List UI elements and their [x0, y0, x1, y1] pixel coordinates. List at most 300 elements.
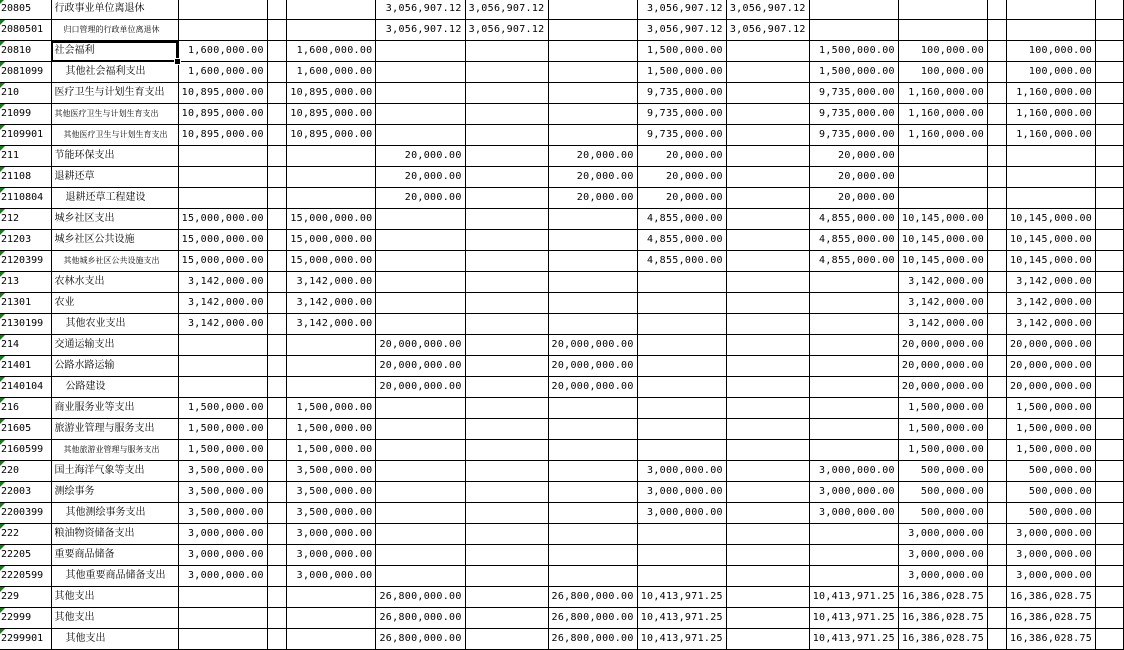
cell-amount[interactable] [178, 335, 267, 356]
cell-amount[interactable] [376, 419, 465, 440]
cell-amount[interactable] [637, 524, 726, 545]
cell-amount[interactable] [178, 377, 267, 398]
cell-amount[interactable]: 20,000.00 [376, 188, 465, 209]
cell-amount[interactable]: 1,160,000.00 [1006, 104, 1095, 125]
cell-amount[interactable] [287, 188, 376, 209]
cell-amount[interactable] [726, 230, 809, 251]
cell-amount[interactable] [1096, 251, 1124, 272]
cell-amount[interactable] [465, 188, 548, 209]
cell-code[interactable]: 22205 [0, 545, 51, 566]
cell-amount[interactable]: 20,000,000.00 [1006, 377, 1095, 398]
cell-amount[interactable] [267, 398, 286, 419]
cell-amount[interactable]: 10,413,971.25 [637, 587, 726, 608]
cell-amount[interactable] [898, 0, 987, 20]
cell-amount[interactable] [465, 461, 548, 482]
cell-amount[interactable]: 500,000.00 [898, 503, 987, 524]
cell-amount[interactable]: 16,386,028.75 [1006, 587, 1095, 608]
cell-code[interactable]: 2110804 [0, 188, 51, 209]
cell-amount[interactable] [465, 251, 548, 272]
cell-amount[interactable] [178, 20, 267, 41]
cell-amount[interactable] [1096, 419, 1124, 440]
cell-amount[interactable]: 10,145,000.00 [898, 230, 987, 251]
cell-code[interactable]: 22999 [0, 608, 51, 629]
cell-amount[interactable]: 1,160,000.00 [898, 83, 987, 104]
cell-amount[interactable] [287, 587, 376, 608]
cell-amount[interactable] [267, 62, 286, 83]
cell-amount[interactable] [287, 335, 376, 356]
cell-amount[interactable] [267, 566, 286, 587]
cell-amount[interactable] [376, 314, 465, 335]
cell-amount[interactable] [809, 377, 898, 398]
cell-amount[interactable] [988, 104, 1007, 125]
cell-amount[interactable]: 26,800,000.00 [376, 587, 465, 608]
cell-amount[interactable]: 10,145,000.00 [1006, 230, 1095, 251]
cell-amount[interactable] [267, 608, 286, 629]
cell-amount[interactable] [637, 377, 726, 398]
cell-amount[interactable]: 1,500,000.00 [637, 41, 726, 62]
cell-amount[interactable]: 3,000,000.00 [637, 461, 726, 482]
cell-amount[interactable] [548, 440, 637, 461]
cell-amount[interactable]: 20,000,000.00 [1006, 335, 1095, 356]
cell-amount[interactable] [267, 335, 286, 356]
cell-code[interactable]: 216 [0, 398, 51, 419]
cell-amount[interactable]: 1,500,000.00 [1006, 440, 1095, 461]
cell-amount[interactable]: 26,800,000.00 [548, 608, 637, 629]
cell-amount[interactable]: 1,500,000.00 [898, 419, 987, 440]
cell-amount[interactable]: 1,600,000.00 [287, 62, 376, 83]
cell-amount[interactable]: 3,000,000.00 [287, 524, 376, 545]
cell-amount[interactable]: 3,142,000.00 [178, 293, 267, 314]
cell-amount[interactable]: 10,413,971.25 [637, 608, 726, 629]
cell-amount[interactable] [178, 146, 267, 167]
cell-amount[interactable] [809, 335, 898, 356]
cell-amount[interactable] [267, 167, 286, 188]
cell-amount[interactable] [1096, 629, 1124, 650]
cell-amount[interactable]: 3,142,000.00 [898, 293, 987, 314]
cell-amount[interactable]: 10,413,971.25 [809, 629, 898, 650]
cell-amount[interactable]: 3,056,907.12 [637, 20, 726, 41]
cell-amount[interactable] [267, 230, 286, 251]
cell-amount[interactable] [178, 167, 267, 188]
cell-amount[interactable]: 3,500,000.00 [287, 461, 376, 482]
cell-amount[interactable] [465, 146, 548, 167]
cell-code[interactable]: 210 [0, 83, 51, 104]
cell-amount[interactable] [1096, 104, 1124, 125]
cell-amount[interactable] [267, 188, 286, 209]
cell-amount[interactable]: 3,142,000.00 [287, 314, 376, 335]
cell-amount[interactable] [809, 524, 898, 545]
cell-amount[interactable]: 1,500,000.00 [809, 41, 898, 62]
cell-amount[interactable]: 3,056,907.12 [465, 20, 548, 41]
cell-amount[interactable]: 10,145,000.00 [1006, 251, 1095, 272]
cell-amount[interactable]: 3,000,000.00 [809, 503, 898, 524]
cell-amount[interactable] [1096, 188, 1124, 209]
cell-amount[interactable]: 3,056,907.12 [637, 0, 726, 20]
cell-amount[interactable]: 500,000.00 [898, 482, 987, 503]
cell-amount[interactable]: 3,000,000.00 [287, 566, 376, 587]
cell-amount[interactable] [726, 566, 809, 587]
cell-amount[interactable]: 15,000,000.00 [287, 230, 376, 251]
cell-amount[interactable] [988, 566, 1007, 587]
cell-amount[interactable] [726, 377, 809, 398]
cell-amount[interactable] [809, 20, 898, 41]
cell-amount[interactable] [376, 524, 465, 545]
cell-code[interactable]: 211 [0, 146, 51, 167]
cell-amount[interactable]: 10,895,000.00 [287, 83, 376, 104]
cell-amount[interactable]: 3,142,000.00 [178, 314, 267, 335]
cell-amount[interactable] [465, 545, 548, 566]
cell-name[interactable]: 行政事业单位离退休 [51, 0, 178, 20]
cell-amount[interactable] [988, 629, 1007, 650]
cell-amount[interactable]: 1,500,000.00 [287, 398, 376, 419]
cell-amount[interactable] [809, 398, 898, 419]
cell-amount[interactable]: 10,895,000.00 [178, 104, 267, 125]
cell-amount[interactable]: 15,000,000.00 [178, 230, 267, 251]
cell-amount[interactable]: 1,500,000.00 [898, 440, 987, 461]
cell-name[interactable]: 城乡社区支出 [51, 209, 178, 230]
cell-name[interactable]: 其他农业支出 [51, 314, 178, 335]
cell-amount[interactable] [1096, 209, 1124, 230]
cell-amount[interactable]: 1,500,000.00 [809, 62, 898, 83]
cell-amount[interactable] [637, 335, 726, 356]
cell-amount[interactable] [178, 356, 267, 377]
cell-amount[interactable] [548, 461, 637, 482]
cell-amount[interactable] [376, 503, 465, 524]
cell-amount[interactable]: 1,500,000.00 [637, 62, 726, 83]
cell-amount[interactable]: 16,386,028.75 [898, 608, 987, 629]
cell-amount[interactable] [465, 272, 548, 293]
cell-amount[interactable] [726, 524, 809, 545]
cell-amount[interactable] [548, 62, 637, 83]
cell-amount[interactable]: 10,413,971.25 [809, 587, 898, 608]
cell-amount[interactable] [988, 440, 1007, 461]
cell-amount[interactable]: 3,000,000.00 [898, 545, 987, 566]
cell-name[interactable]: 公路建设 [51, 377, 178, 398]
cell-name[interactable]: 其他医疗卫生与计划生育支出 [51, 104, 178, 125]
cell-amount[interactable] [988, 188, 1007, 209]
cell-amount[interactable]: 3,142,000.00 [287, 272, 376, 293]
cell-amount[interactable] [267, 482, 286, 503]
cell-name[interactable]: 退耕还草 [51, 167, 178, 188]
cell-code[interactable]: 21203 [0, 230, 51, 251]
cell-amount[interactable] [267, 545, 286, 566]
cell-amount[interactable] [376, 482, 465, 503]
cell-amount[interactable]: 20,000,000.00 [1006, 356, 1095, 377]
cell-amount[interactable] [726, 398, 809, 419]
cell-amount[interactable]: 20,000,000.00 [376, 377, 465, 398]
cell-amount[interactable] [637, 440, 726, 461]
cell-amount[interactable] [465, 419, 548, 440]
cell-amount[interactable] [1096, 398, 1124, 419]
cell-code[interactable]: 212 [0, 209, 51, 230]
cell-amount[interactable] [376, 41, 465, 62]
cell-amount[interactable] [178, 188, 267, 209]
cell-amount[interactable] [726, 314, 809, 335]
cell-amount[interactable] [988, 461, 1007, 482]
cell-amount[interactable] [988, 419, 1007, 440]
cell-amount[interactable]: 3,000,000.00 [1006, 566, 1095, 587]
cell-amount[interactable]: 26,800,000.00 [548, 629, 637, 650]
cell-amount[interactable]: 100,000.00 [1006, 41, 1095, 62]
cell-code[interactable]: 20810 [0, 41, 51, 62]
cell-amount[interactable] [1096, 545, 1124, 566]
cell-amount[interactable] [548, 83, 637, 104]
cell-amount[interactable] [809, 314, 898, 335]
cell-code[interactable]: 214 [0, 335, 51, 356]
cell-amount[interactable] [1096, 566, 1124, 587]
cell-amount[interactable] [988, 545, 1007, 566]
cell-amount[interactable] [267, 377, 286, 398]
cell-amount[interactable]: 20,000.00 [548, 146, 637, 167]
cell-amount[interactable] [267, 503, 286, 524]
cell-amount[interactable] [988, 293, 1007, 314]
cell-amount[interactable] [287, 377, 376, 398]
cell-amount[interactable] [548, 0, 637, 20]
cell-amount[interactable]: 10,413,971.25 [809, 608, 898, 629]
cell-amount[interactable] [988, 251, 1007, 272]
cell-amount[interactable] [1006, 0, 1095, 20]
cell-amount[interactable]: 3,142,000.00 [1006, 272, 1095, 293]
cell-amount[interactable] [1096, 587, 1124, 608]
cell-amount[interactable] [548, 41, 637, 62]
cell-amount[interactable]: 20,000,000.00 [376, 335, 465, 356]
cell-amount[interactable]: 26,800,000.00 [376, 608, 465, 629]
cell-amount[interactable] [465, 209, 548, 230]
cell-code[interactable]: 2109901 [0, 125, 51, 146]
cell-amount[interactable]: 3,142,000.00 [287, 293, 376, 314]
cell-amount[interactable] [548, 524, 637, 545]
cell-amount[interactable] [465, 524, 548, 545]
cell-amount[interactable]: 3,142,000.00 [178, 272, 267, 293]
cell-amount[interactable] [726, 167, 809, 188]
cell-amount[interactable] [637, 272, 726, 293]
cell-amount[interactable] [637, 566, 726, 587]
cell-name-selected[interactable]: 社会福利 [51, 41, 178, 62]
cell-amount[interactable] [267, 272, 286, 293]
cell-amount[interactable] [809, 545, 898, 566]
cell-amount[interactable] [726, 83, 809, 104]
cell-amount[interactable]: 100,000.00 [898, 41, 987, 62]
cell-amount[interactable]: 500,000.00 [1006, 482, 1095, 503]
cell-amount[interactable]: 3,000,000.00 [1006, 545, 1095, 566]
cell-amount[interactable] [726, 125, 809, 146]
cell-amount[interactable]: 10,895,000.00 [287, 104, 376, 125]
cell-amount[interactable] [988, 335, 1007, 356]
cell-amount[interactable] [809, 0, 898, 20]
cell-code[interactable]: 213 [0, 272, 51, 293]
cell-amount[interactable] [267, 356, 286, 377]
cell-amount[interactable] [726, 356, 809, 377]
cell-amount[interactable] [637, 356, 726, 377]
cell-name[interactable]: 归口管理的行政单位离退休 [51, 20, 178, 41]
cell-amount[interactable] [988, 41, 1007, 62]
cell-name[interactable]: 其他支出 [51, 608, 178, 629]
cell-amount[interactable]: 20,000,000.00 [548, 356, 637, 377]
cell-name[interactable]: 农业 [51, 293, 178, 314]
cell-amount[interactable] [376, 461, 465, 482]
cell-amount[interactable] [267, 146, 286, 167]
cell-amount[interactable]: 1,160,000.00 [1006, 83, 1095, 104]
cell-amount[interactable] [637, 545, 726, 566]
cell-code[interactable]: 220 [0, 461, 51, 482]
cell-amount[interactable]: 3,000,000.00 [898, 566, 987, 587]
cell-amount[interactable]: 20,000.00 [548, 167, 637, 188]
cell-code[interactable]: 21301 [0, 293, 51, 314]
cell-amount[interactable] [1096, 230, 1124, 251]
cell-amount[interactable]: 16,386,028.75 [898, 587, 987, 608]
cell-amount[interactable] [1096, 608, 1124, 629]
cell-amount[interactable] [1096, 167, 1124, 188]
cell-amount[interactable] [465, 104, 548, 125]
cell-amount[interactable]: 500,000.00 [1006, 461, 1095, 482]
cell-amount[interactable] [267, 104, 286, 125]
cell-amount[interactable]: 3,056,907.12 [376, 20, 465, 41]
cell-amount[interactable]: 1,500,000.00 [1006, 419, 1095, 440]
cell-amount[interactable] [465, 125, 548, 146]
cell-amount[interactable]: 1,160,000.00 [898, 125, 987, 146]
cell-code[interactable]: 21605 [0, 419, 51, 440]
cell-amount[interactable] [376, 440, 465, 461]
cell-code[interactable]: 2120399 [0, 251, 51, 272]
cell-amount[interactable]: 16,386,028.75 [898, 629, 987, 650]
cell-amount[interactable]: 3,000,000.00 [287, 545, 376, 566]
cell-amount[interactable] [988, 482, 1007, 503]
cell-amount[interactable] [1096, 314, 1124, 335]
cell-code[interactable]: 2130199 [0, 314, 51, 335]
cell-amount[interactable] [988, 377, 1007, 398]
cell-name[interactable]: 重要商品储备 [51, 545, 178, 566]
cell-amount[interactable] [287, 20, 376, 41]
cell-code[interactable]: 2220599 [0, 566, 51, 587]
cell-amount[interactable]: 15,000,000.00 [178, 251, 267, 272]
cell-amount[interactable] [465, 62, 548, 83]
cell-amount[interactable]: 20,000,000.00 [548, 335, 637, 356]
cell-amount[interactable]: 20,000.00 [548, 188, 637, 209]
cell-code[interactable]: 222 [0, 524, 51, 545]
cell-amount[interactable] [287, 167, 376, 188]
cell-amount[interactable]: 3,500,000.00 [178, 503, 267, 524]
cell-amount[interactable] [1096, 440, 1124, 461]
cell-amount[interactable] [548, 398, 637, 419]
cell-amount[interactable] [1096, 83, 1124, 104]
cell-amount[interactable] [376, 62, 465, 83]
cell-amount[interactable] [988, 62, 1007, 83]
cell-name[interactable]: 旅游业管理与服务支出 [51, 419, 178, 440]
cell-amount[interactable] [726, 461, 809, 482]
cell-amount[interactable]: 3,142,000.00 [1006, 314, 1095, 335]
cell-amount[interactable]: 26,800,000.00 [548, 587, 637, 608]
cell-amount[interactable]: 4,855,000.00 [637, 230, 726, 251]
cell-name[interactable]: 公路水路运输 [51, 356, 178, 377]
cell-amount[interactable]: 3,500,000.00 [178, 461, 267, 482]
cell-code[interactable]: 21401 [0, 356, 51, 377]
cell-amount[interactable] [548, 251, 637, 272]
cell-amount[interactable] [988, 587, 1007, 608]
cell-amount[interactable] [465, 398, 548, 419]
cell-amount[interactable] [548, 209, 637, 230]
cell-amount[interactable] [1096, 41, 1124, 62]
cell-amount[interactable] [376, 293, 465, 314]
cell-amount[interactable] [465, 83, 548, 104]
cell-amount[interactable]: 1,600,000.00 [287, 41, 376, 62]
cell-amount[interactable]: 20,000.00 [809, 188, 898, 209]
cell-amount[interactable] [267, 461, 286, 482]
cell-amount[interactable] [267, 440, 286, 461]
cell-amount[interactable] [267, 83, 286, 104]
cell-amount[interactable] [287, 356, 376, 377]
cell-amount[interactable] [465, 41, 548, 62]
cell-amount[interactable] [287, 608, 376, 629]
cell-amount[interactable] [726, 209, 809, 230]
cell-amount[interactable]: 20,000,000.00 [548, 377, 637, 398]
cell-amount[interactable] [548, 230, 637, 251]
cell-amount[interactable] [726, 41, 809, 62]
cell-amount[interactable]: 10,413,971.25 [637, 629, 726, 650]
cell-amount[interactable] [376, 209, 465, 230]
cell-amount[interactable] [1096, 272, 1124, 293]
cell-amount[interactable] [988, 398, 1007, 419]
cell-amount[interactable]: 1,500,000.00 [898, 398, 987, 419]
cell-amount[interactable] [726, 608, 809, 629]
cell-amount[interactable]: 20,000.00 [376, 146, 465, 167]
cell-name[interactable]: 粮油物资储备支出 [51, 524, 178, 545]
cell-amount[interactable] [465, 587, 548, 608]
cell-amount[interactable] [465, 629, 548, 650]
cell-amount[interactable] [267, 209, 286, 230]
cell-amount[interactable] [726, 272, 809, 293]
cell-amount[interactable] [1006, 20, 1095, 41]
cell-amount[interactable]: 10,145,000.00 [1006, 209, 1095, 230]
cell-amount[interactable] [1096, 356, 1124, 377]
cell-amount[interactable]: 1,500,000.00 [1006, 398, 1095, 419]
cell-amount[interactable]: 1,160,000.00 [898, 104, 987, 125]
cell-amount[interactable]: 16,386,028.75 [1006, 608, 1095, 629]
cell-amount[interactable] [376, 545, 465, 566]
cell-amount[interactable] [988, 209, 1007, 230]
cell-amount[interactable] [726, 293, 809, 314]
cell-amount[interactable] [637, 293, 726, 314]
cell-amount[interactable] [988, 20, 1007, 41]
cell-amount[interactable]: 3,056,907.12 [465, 0, 548, 20]
cell-amount[interactable] [898, 20, 987, 41]
cell-amount[interactable]: 3,142,000.00 [898, 272, 987, 293]
cell-amount[interactable] [376, 104, 465, 125]
cell-amount[interactable] [809, 272, 898, 293]
cell-amount[interactable]: 4,855,000.00 [637, 209, 726, 230]
cell-code[interactable]: 20805 [0, 0, 51, 20]
cell-code[interactable]: 2081099 [0, 62, 51, 83]
cell-amount[interactable] [988, 272, 1007, 293]
cell-amount[interactable] [1096, 20, 1124, 41]
cell-amount[interactable]: 20,000,000.00 [898, 335, 987, 356]
cell-amount[interactable] [809, 356, 898, 377]
cell-amount[interactable]: 1,500,000.00 [178, 440, 267, 461]
cell-amount[interactable]: 1,600,000.00 [178, 62, 267, 83]
cell-amount[interactable]: 3,000,000.00 [178, 524, 267, 545]
cell-code[interactable]: 22003 [0, 482, 51, 503]
cell-amount[interactable] [988, 608, 1007, 629]
cell-amount[interactable]: 1,600,000.00 [178, 41, 267, 62]
cell-amount[interactable]: 3,000,000.00 [898, 524, 987, 545]
cell-amount[interactable] [287, 629, 376, 650]
cell-amount[interactable] [267, 0, 286, 20]
cell-amount[interactable]: 10,145,000.00 [898, 209, 987, 230]
cell-amount[interactable] [726, 545, 809, 566]
cell-amount[interactable] [988, 230, 1007, 251]
cell-amount[interactable] [548, 545, 637, 566]
cell-amount[interactable]: 3,500,000.00 [178, 482, 267, 503]
cell-amount[interactable] [267, 587, 286, 608]
